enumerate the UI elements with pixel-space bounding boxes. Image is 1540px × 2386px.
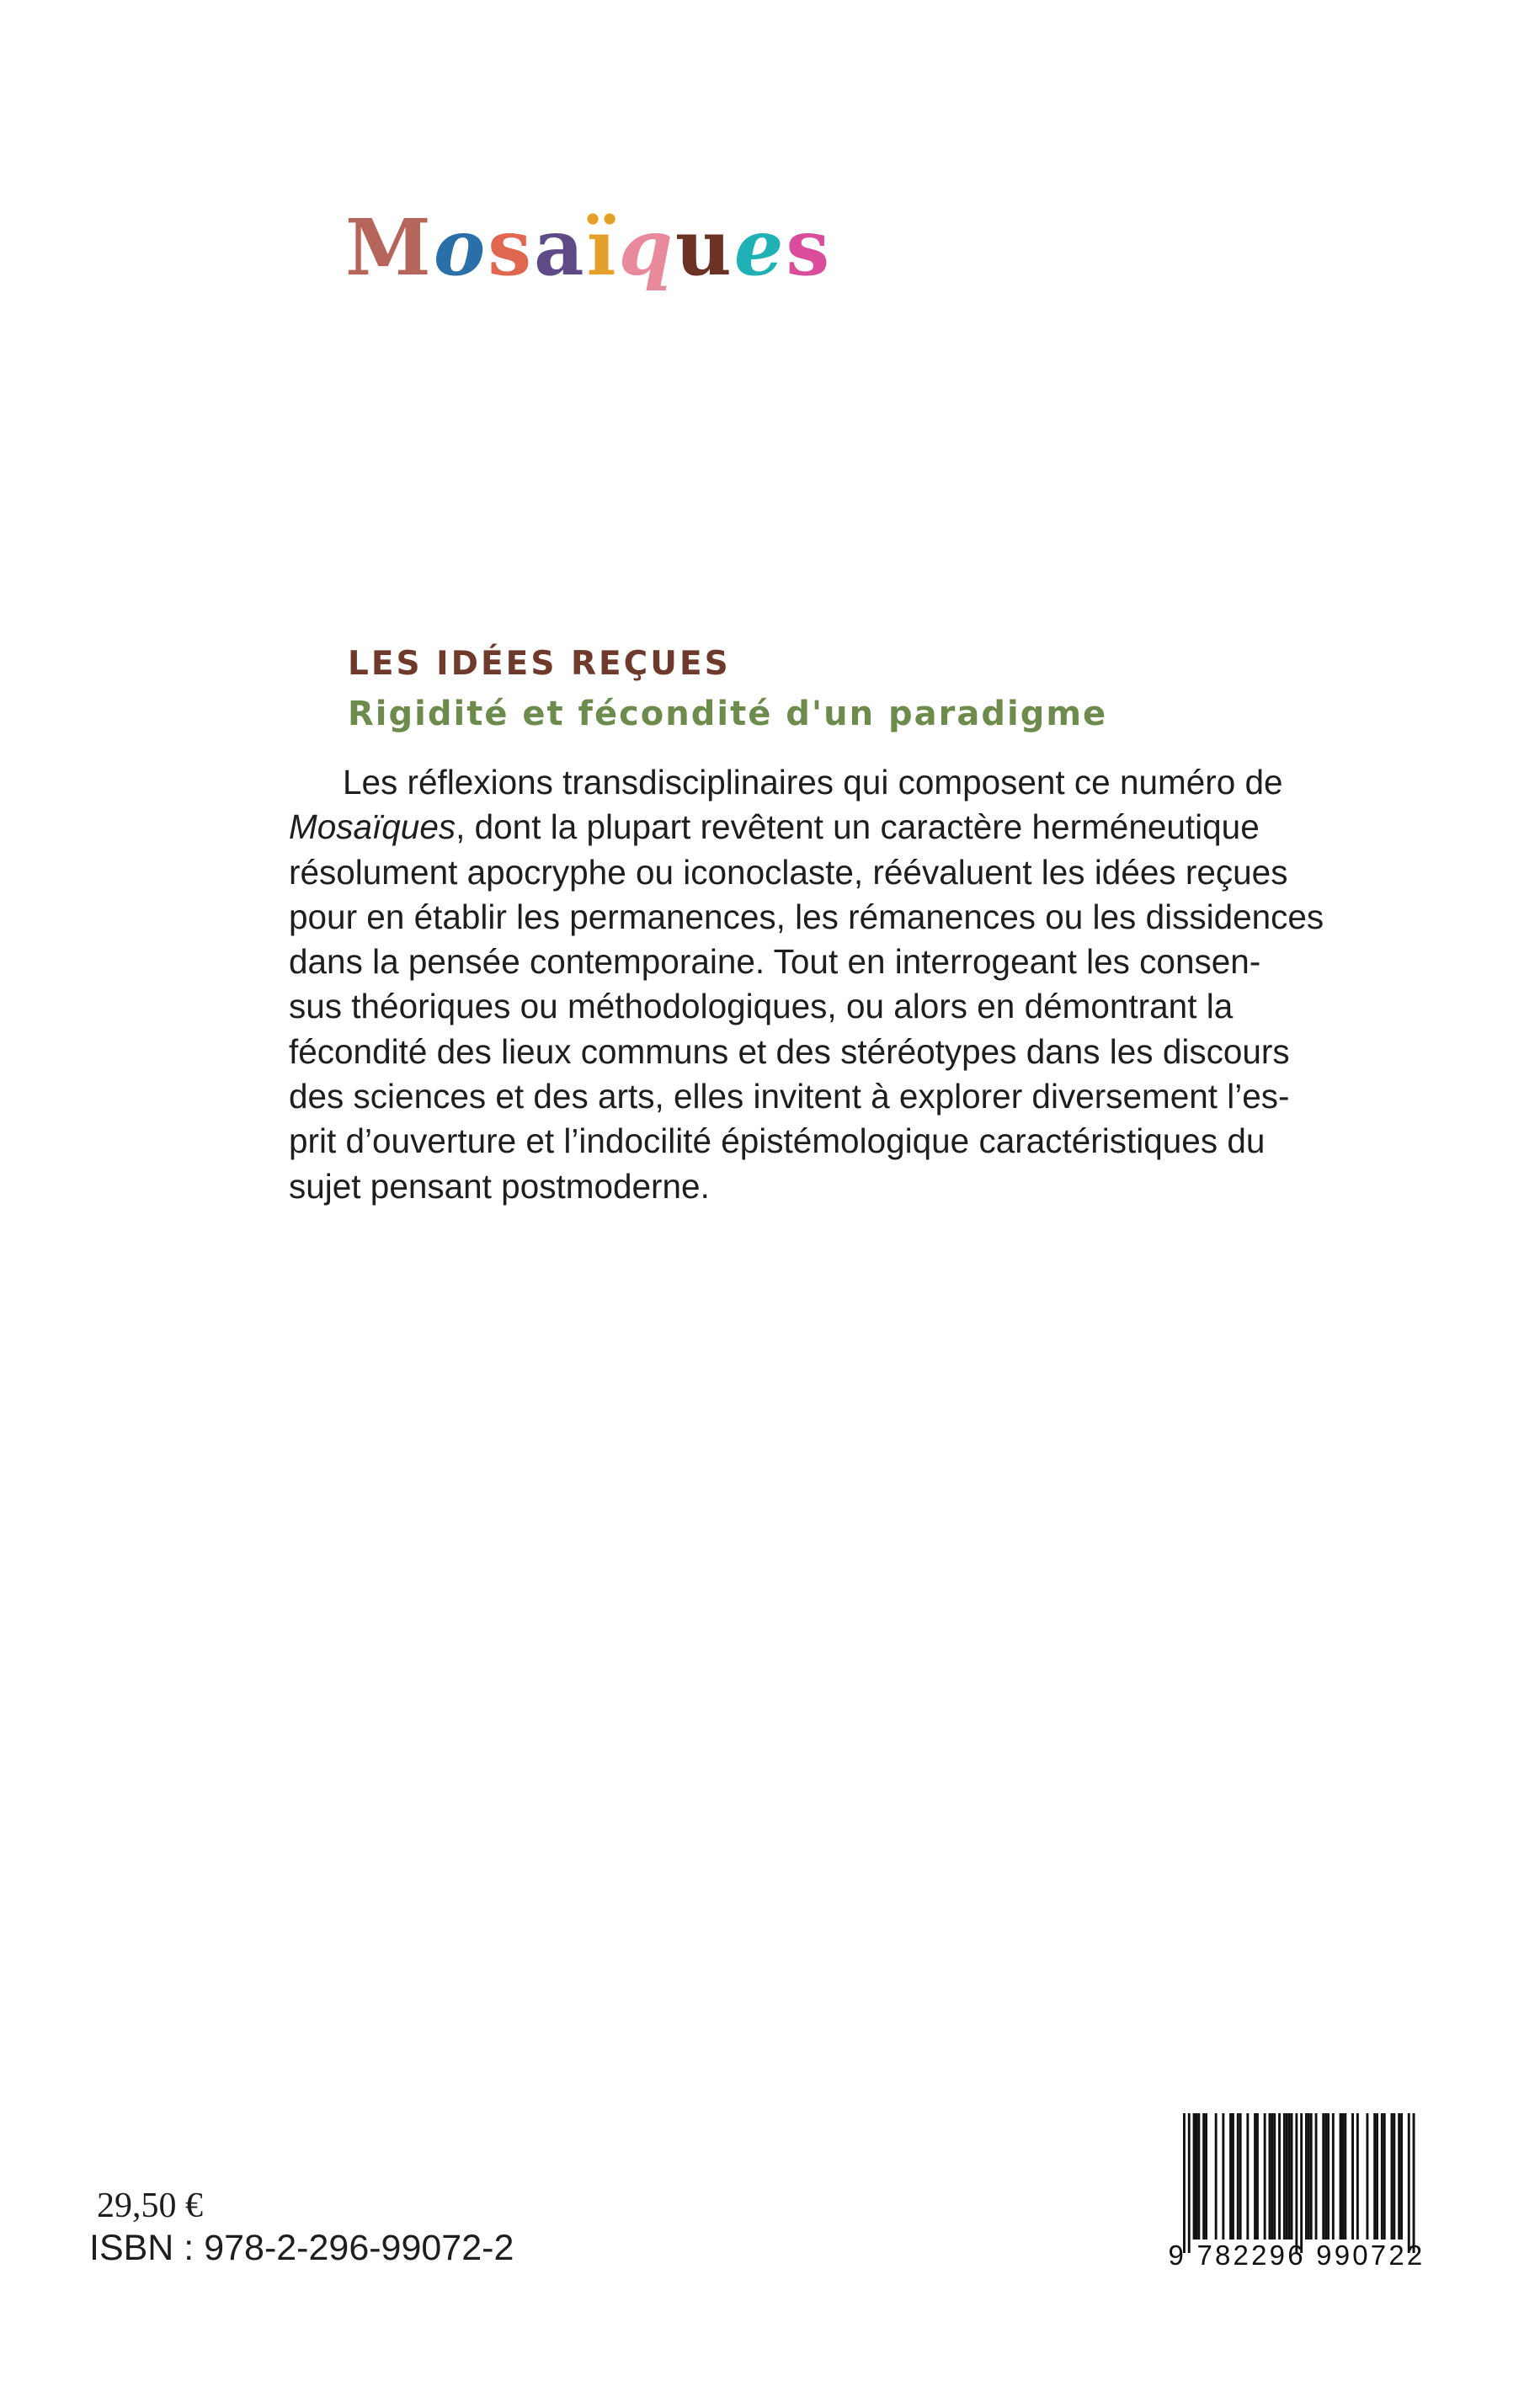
blurb-text: Les réflexions transdisciplinaires qui composent ce numéro de [343, 763, 1283, 802]
headline-block [348, 640, 1274, 739]
blurb-text: prit d’ouverture et l’indocilité épistémologique caractéristiques du [289, 1121, 1266, 1161]
barcode-bar [1188, 2113, 1191, 2253]
blurb-text: fécondité des lieux communs et des stéréotypes dans les discours [289, 1031, 1290, 1071]
price: 29,50 € [97, 2186, 203, 2225]
blurb-line [289, 1119, 1266, 1164]
journal-name: Mosaïques [289, 807, 456, 847]
logo-letter: u [674, 202, 734, 293]
blurb-line [289, 984, 1234, 1029]
barcode-bar [1315, 2113, 1318, 2240]
barcode-bar [1222, 2113, 1224, 2240]
barcode-bar [1376, 2113, 1378, 2240]
book-subtitle: Rigidité et fécondité d'un paradigme [348, 695, 1108, 733]
barcode-bar [1246, 2113, 1249, 2240]
barcode-bar [1400, 2113, 1403, 2240]
series-logo [345, 202, 833, 310]
barcode-bar [1373, 2113, 1376, 2240]
barcode-bar [1327, 2113, 1330, 2240]
barcode-bar [1215, 2113, 1218, 2240]
blurb-line [289, 1030, 1290, 1074]
barcode-bar [1291, 2113, 1293, 2240]
barcode-bar [1256, 2113, 1259, 2240]
barcode-bar [1197, 2113, 1200, 2240]
blurb-text: résolument apocryphe ou iconoclaste, réévaluent les idées reçues [289, 852, 1288, 892]
barcode-bar [1283, 2113, 1286, 2240]
barcode-bar [1344, 2113, 1346, 2240]
barcode-bar [1196, 2113, 1198, 2240]
barcode-bar [1286, 2113, 1288, 2240]
barcode-bar [1413, 2113, 1415, 2253]
barcode-bar [1305, 2113, 1308, 2240]
barcode-bar [1202, 2113, 1205, 2240]
barcode-bar [1205, 2113, 1207, 2240]
barcode-bar [1398, 2113, 1400, 2240]
barcode-bar [1340, 2113, 1342, 2240]
barcode-bar [1271, 2113, 1273, 2240]
blurb-line [289, 805, 1260, 849]
barcode-bar [1391, 2113, 1393, 2240]
book-title: LES IDÉES REÇUES [348, 645, 731, 683]
barcode-bar [1381, 2113, 1383, 2240]
barcode-bar [1332, 2113, 1335, 2240]
barcode-bar [1273, 2113, 1276, 2240]
barcode-bar [1300, 2113, 1303, 2253]
barcode-bar [1254, 2113, 1256, 2240]
barcode-bar [1351, 2113, 1354, 2240]
barcode-bar [1264, 2113, 1266, 2240]
barcode-bar [1383, 2113, 1386, 2240]
logo-letter: q [618, 202, 675, 293]
barcode-bar [1295, 2113, 1298, 2253]
logo-letter: o [433, 202, 488, 293]
barcode-bar [1278, 2113, 1281, 2240]
blurb-text: sus théoriques ou méthodologiques, ou alors en démontrant la [289, 987, 1234, 1026]
barcode-bar [1193, 2113, 1196, 2240]
barcode-bar [1310, 2113, 1313, 2240]
blurb-line [289, 1074, 1290, 1119]
barcode-bar [1229, 2113, 1232, 2240]
barcode-bar [1308, 2113, 1310, 2240]
barcode-bar [1183, 2113, 1186, 2253]
barcode-bar [1288, 2113, 1291, 2240]
logo-letter: s [488, 202, 535, 293]
blurb-line [289, 760, 1283, 805]
barcode [1166, 2113, 1427, 2282]
isbn: ISBN : 978-2-296-99072-2 [89, 2228, 514, 2268]
barcode-bar [1342, 2113, 1345, 2240]
barcode-bar [1232, 2113, 1234, 2240]
barcode-bar [1367, 2113, 1369, 2240]
barcode-digits: 9 782296 990722 [1168, 2240, 1425, 2271]
blurb-line [289, 895, 1324, 940]
back-cover-blurb [289, 760, 1324, 1209]
logo-letter: ï [586, 202, 619, 293]
blurb-text: sujet pensant postmoderne. [289, 1166, 710, 1206]
logo-letter: M [345, 202, 434, 293]
blurb-line [289, 850, 1288, 895]
barcode-bar [1408, 2113, 1410, 2253]
blurb-text: dans la pensée contemporaine. Tout en interrogeant les consen- [289, 942, 1261, 982]
blurb-text: , dont la plupart revêtent un caractère herméneutique [456, 807, 1260, 847]
barcode-bar [1356, 2113, 1359, 2240]
barcode-bar [1324, 2113, 1327, 2240]
barcode-bar [1393, 2113, 1395, 2240]
logo-letter: a [534, 202, 587, 293]
logo-letter: s [786, 202, 833, 293]
blurb-line [289, 1164, 1225, 1209]
blurb-line [289, 940, 1261, 984]
barcode-bar [1322, 2113, 1324, 2240]
blurb-text: pour en établir les permanences, les rémanences ou les dissidences [289, 897, 1324, 936]
barcode-bar [1239, 2113, 1242, 2240]
barcode-bar [1269, 2113, 1271, 2240]
logo-letter: e [733, 202, 786, 293]
blurb-text: des sciences et des arts, elles invitent à explorer diversement l’es- [289, 1077, 1290, 1116]
barcode-bar [1237, 2113, 1239, 2240]
